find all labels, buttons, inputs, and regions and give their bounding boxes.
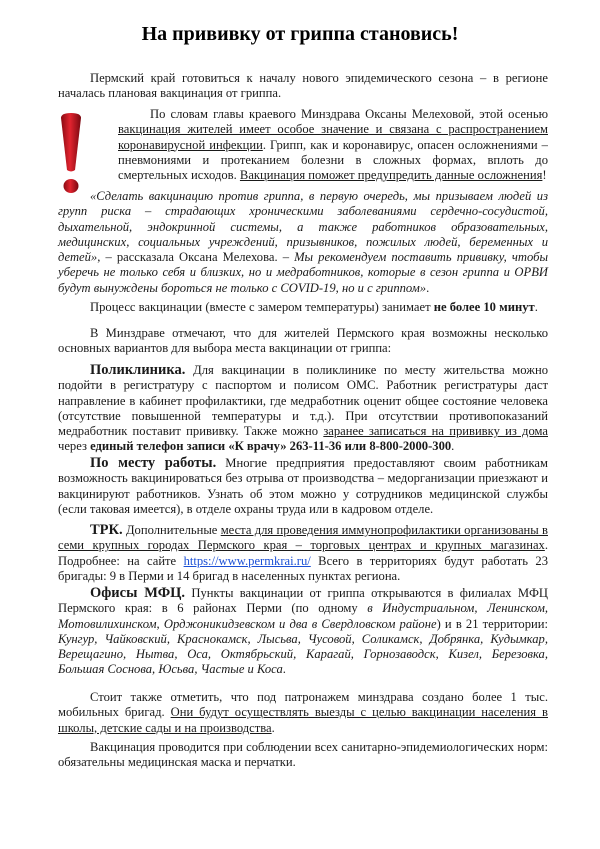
exclamation-icon xyxy=(58,112,84,196)
intro-paragraph: Пермский край готовиться к началу нового эпидемического сезона – в регионе началась плановая вакцинация от гриппа. xyxy=(58,71,548,101)
quote-paragraph xyxy=(58,189,548,296)
mfc-text2: ) и в 21 территории: xyxy=(436,616,549,631)
polyclinic-heading: Поликлиника. xyxy=(90,362,186,378)
mfc-section xyxy=(58,586,548,678)
duration-lead: Процесс вакцинации (вместе с замером температуры) занимает xyxy=(90,300,434,314)
trk-section xyxy=(58,523,548,584)
trk-text2: . Подробнее: на сайте xyxy=(58,538,548,568)
minzdrav-emphasis: Вакцинация поможет предупредить данные осложнения xyxy=(239,168,543,183)
trk-heading: ТРК. xyxy=(90,522,123,538)
brigades-end: . xyxy=(271,720,275,735)
minzdrav-underlined: вакцинация жителей имеет особое значение и связана с распространением коронавирусной инфекции xyxy=(118,122,548,152)
duration-paragraph xyxy=(58,300,548,315)
mfc-districts: в Индустриальном, Ленинском, Мотовилихинском, Орджоникидзевском и два в Свердловском районе xyxy=(58,601,549,631)
polyclinic-section xyxy=(58,363,548,455)
mfc-heading: Офисы МФЦ. xyxy=(90,585,186,601)
page-title: На прививку от гриппа становись! xyxy=(141,23,459,45)
brigades-paragraph xyxy=(58,690,548,736)
quote-attribution: , – рассказала Оксана Мелехова. – xyxy=(97,250,295,265)
minzdrav-lead: По словам главы краевого Минздрава Оксаны Мелеховой, этой осенью xyxy=(150,107,548,121)
polyclinic-phone-lead: через xyxy=(58,439,91,454)
polyclinic-underlined: заранее записаться на прививку из дома xyxy=(323,424,548,439)
quote-part1: «Сделать вакцинацию против гриппа, в первую очередь, мы призываем людей из групп риска – страдающих хроническими заболеваниями сердечно-сосудистой, дыхательной, эндокринной системы, а также работников образовательных, медицинских, социальных учреждений, призывников, пожилых людей, беременных и детей» xyxy=(58,189,548,265)
minzdrav-end: ! xyxy=(542,168,547,183)
brigades-text: Стоит также отметить, что под патронажем минздрава создано более 1 тыс. мобильных бригад. xyxy=(58,690,548,720)
quote-part2: Мы рекомендуем поставить прививку, чтобы уберечь не только себя и близких, но и медработников, которые в сезон гриппа и ОРВИ будут вынуждены бороться не только с COVID-19, но и с гриппом» xyxy=(58,250,548,295)
trk-text1: Дополнительные xyxy=(122,523,221,537)
work-text: Многие предприятия предоставляют своим работникам возможность вакцинироваться без отрыва от производства – медорганизации приезжают и вакцинируют работников. Узнать об этом можно у сотрудников медицинской службы (если таковая имеется), в отделе охраны труда или в кадровом отделе. xyxy=(58,456,548,516)
options-paragraph: В Минздраве отмечают, что для жителей Пермского края возможны несколько основных вариантов для выбора места вакцинации от гриппа: xyxy=(58,326,548,356)
duration-end: . xyxy=(534,300,538,314)
polyclinic-text: Для вакцинации в поликлинике по месту жительства можно подойти в регистратуру с паспортом и полисом ОМС. Работник регистратуры даст направление в кабинет профилактики, где медработник оценит общее состояние человека (отсутствие повышенной температуры и т.д.). При отсутствии противопоказаний медработник поставит прививку. Также можно xyxy=(58,363,548,439)
rules-paragraph: Вакцинация проводится при соблюдении всех санитарно-эпидемиологических норм: обязательны медицинская маска и перчатки. xyxy=(58,740,548,770)
permkrai-link[interactable]: https://www.permkrai.ru/ xyxy=(183,553,311,568)
trk-text3: Всего в территориях будут работать 23 бригады: 9 в Перми и 14 бригад в населенных пунктах региона. xyxy=(58,553,549,583)
quote-end: . xyxy=(426,280,430,295)
duration-bold: не более 10 минут xyxy=(433,300,535,314)
polyclinic-end: . xyxy=(451,439,455,454)
minzdrav-mid: . Грипп, как и коронавирус, опасен осложнениями – пневмониями и протеканием болезни в сложных формах, вплоть до смертельных исходов. xyxy=(118,137,548,183)
work-section xyxy=(58,456,548,517)
minzdrav-paragraph xyxy=(118,107,548,183)
mfc-text1: Пункты вакцинации от гриппа открываются в филиалах МФЦ Пермского края: в 6 районах Перми (по одному xyxy=(58,586,548,616)
brigades-underlined: Они будут осуществлять выезды с целью вакцинации населения в школы, детские сады и на производства xyxy=(58,705,548,735)
work-heading: По месту работы. xyxy=(90,455,217,471)
mfc-end: . xyxy=(282,662,286,677)
polyclinic-phone: единый телефон записи «К врачу» 263-11-36 или 8-800-2000-300 xyxy=(90,439,452,454)
trk-underlined: места для проведения иммунопрофилактики организованы в семи крупных городах Пермского края – торговых центрах и крупных магазинах xyxy=(58,523,548,553)
mfc-territories: Кунгур, Чайковский, Краснокамск, Лысьва, Чусовой, Соликамск, Добрянка, Кудымкар, Верещагино, Нытва, Оса, Октябрьский, Карагай, Горнозаводск, Кизел, Березовка, Большая Соснова, Юсьва, Частые и Коса xyxy=(58,631,548,677)
